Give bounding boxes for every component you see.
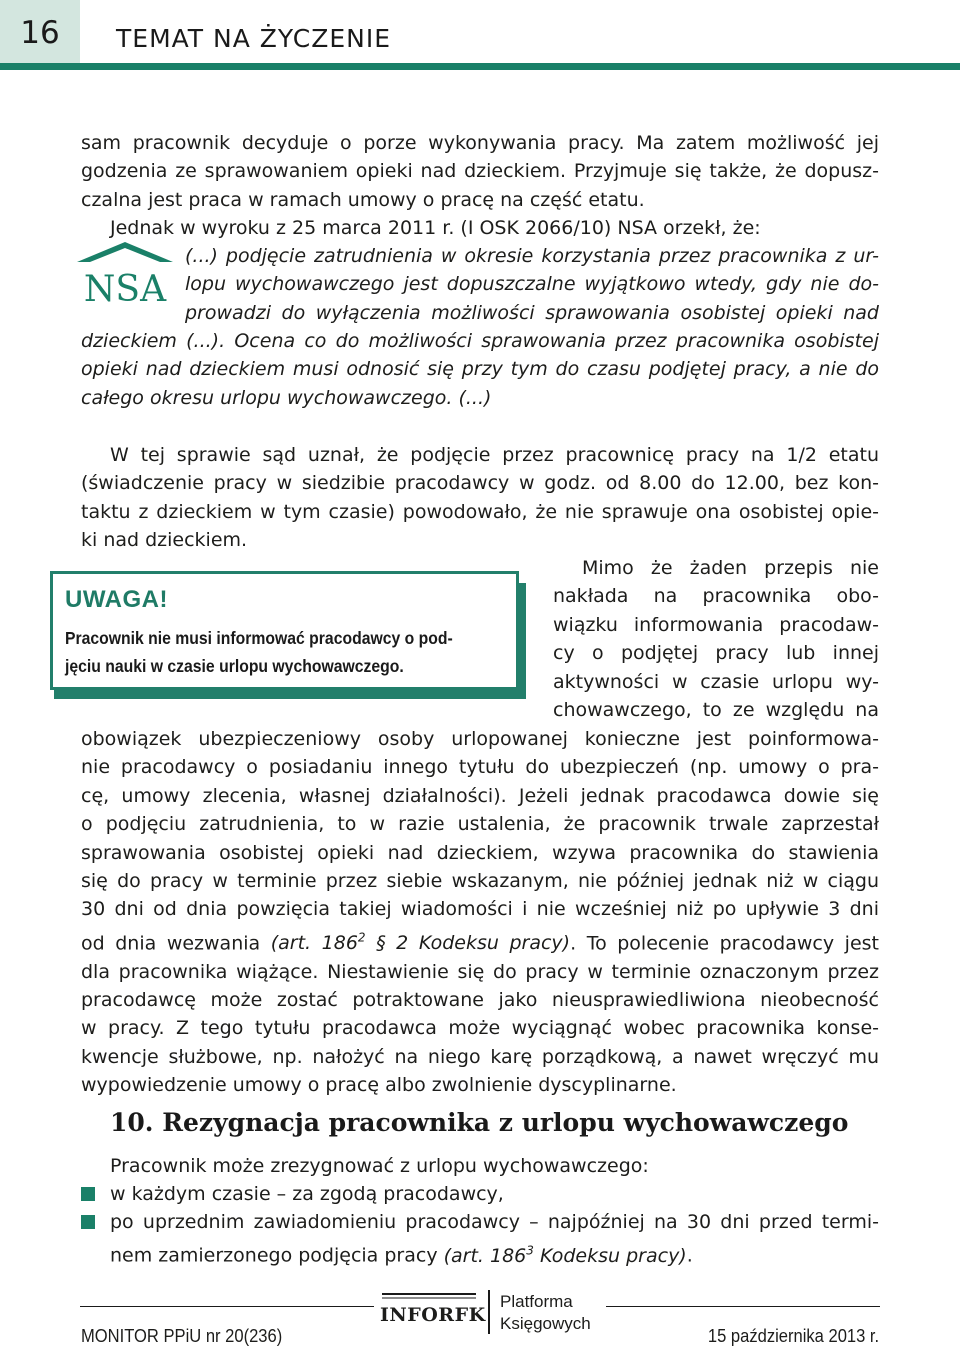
citation-text: (art. 186: [443, 1244, 527, 1267]
text-line: Mimo że żaden przepis nie: [582, 557, 879, 579]
section-heading: 10. Rezygnacja pracownika z urlopu wychowawczego: [110, 1108, 849, 1137]
text-line: wiązku informowania pracodaw-: [553, 613, 879, 636]
bullet-marker: [81, 1187, 95, 1201]
text-line: [81, 924, 879, 958]
text-line: wypowiedzenie umowy o pracę albo zwolnienie dyscyplinarne.: [81, 1074, 677, 1097]
footer-rule-right: [606, 1306, 880, 1307]
text-line: cę, umowy zlecenia, własnej działalności). Jeżeli jednak pracodawca dowie się: [81, 784, 879, 807]
text-line: dzieckiem (...). Ocena co do możliwości sprawowania przez pracownika osobistej: [81, 330, 879, 352]
paragraph-4-full: [81, 725, 879, 1100]
text-line: czalna jest praca w ramach umowy o pracę na część etatu.: [81, 188, 645, 211]
footer-rule-left: [80, 1306, 374, 1307]
section-title: TEMAT NA ŻYCZENIE: [116, 24, 392, 53]
bullet-marker: [81, 1215, 95, 1229]
logo-separator: [488, 1290, 490, 1334]
logo-line: Księgowych: [500, 1314, 591, 1333]
logo-line: Platforma: [500, 1292, 573, 1311]
nsa-logo-text: NSA: [83, 269, 167, 304]
page-header: [0, 0, 960, 70]
citation-sup: 3: [526, 1243, 534, 1258]
text-line: [110, 1236, 879, 1270]
text-span: .: [686, 1244, 693, 1267]
callout-text: [65, 624, 506, 680]
paragraph-2: [110, 214, 879, 242]
paragraph-1: [81, 129, 879, 214]
text-span: od dnia wezwania: [81, 932, 271, 955]
callout-title: UWAGA!: [65, 586, 168, 613]
citation-text: § 2 Kodeksu pracy): [365, 932, 571, 955]
text-line: Pracownik może zrezygnować z urlopu wychowawczego:: [110, 1155, 649, 1177]
platforma-logo: [500, 1291, 591, 1335]
bullet-item-1: [110, 1180, 879, 1208]
text-line: Jednak w wyroku z 25 marca 2011 r. (I OSK 2066/10) NSA orzekł, że:: [110, 217, 761, 239]
quote-indented: [185, 242, 879, 327]
text-line: godzenia ze sprawowaniem opieki nad dzieckiem. Przyjmuje się także, że dopusz-: [81, 160, 879, 183]
text-line: prowadzi do wyłączenia możliwości sprawowania osobistej opieki nad: [185, 301, 879, 324]
text-line: obowiązek ubezpieczeniowy osoby urlopowanej konieczne jest poinformowa-: [81, 728, 879, 750]
inforfk-logo: [380, 1294, 486, 1326]
text-line: pracodawcę może zostać potraktowane jako nieusprawiedliwiona nieobecność: [81, 988, 879, 1011]
quote-full: [81, 327, 879, 412]
inforfk-logo-text: INFORFK: [380, 1304, 486, 1326]
nsa-logo: [77, 242, 173, 304]
citation: [271, 932, 570, 954]
text-line: w pracy. Z tego tytułu pracodawca może wyciągnąć wobec pracownika konse-: [81, 1017, 879, 1040]
bullet-item-2: [110, 1208, 879, 1270]
citation-sup: 2: [357, 930, 366, 945]
publication-date: 15 października 2013 r.: [707, 1326, 879, 1346]
text-line: kwencje służbowe, np. nałożyć na niego karę porządkową, a nawet wręczyć mu: [81, 1045, 879, 1068]
text-line: po uprzednim zawiadomieniu pracodawcy – najpóźniej na 30 dni przed termi-: [110, 1211, 879, 1233]
callout-line: Pracownik nie musi informować pracodawcy o pod-: [65, 628, 453, 648]
text-line: ki nad dzieckiem.: [81, 529, 248, 552]
section-intro: [110, 1152, 879, 1180]
text-line: opieki nad dzieckiem musi odnosić się przy tym do czasu podjętej pracy, a nie do: [81, 358, 879, 381]
publication-name: MONITOR PPiU nr 20(236): [81, 1326, 283, 1346]
text-line: nie pracodawcy o posiadaniu innego tytułu do ubezpieczeń (np. umowy o pra-: [81, 756, 879, 779]
paragraph-3: [81, 441, 879, 555]
citation-text: Kodeksu pracy): [533, 1244, 687, 1267]
text-line: w każdym czasie – za zgodą pracodawcy,: [110, 1183, 504, 1205]
callout-box: [50, 571, 519, 690]
citation-text: (art. 186: [270, 932, 358, 955]
text-span: . To polecenie pracodawcy jest: [570, 932, 879, 955]
text-line: sam pracownik decyduje o porze wykonywania pracy. Ma zatem możliwość jej: [81, 132, 879, 154]
text-line: (...) podjęcie zatrudnienia w okresie korzystania przez pracownika z ur-: [185, 245, 879, 267]
text-line: cy o podjętej pracy lub innej: [553, 642, 879, 665]
text-line: chowawczego, to ze względu na: [553, 699, 879, 722]
page-number: 16: [0, 0, 80, 66]
text-line: W tej sprawie sąd uznał, że podjęcie przez pracownicę pracy na 1/2 etatu: [110, 444, 879, 466]
header-rule: [0, 63, 960, 70]
text-line: (świadczenie pracy w siedzibie pracodawcy w godz. od 8.00 do 12.00, bez kon-: [81, 472, 879, 495]
text-line: nakłada na pracownika obo-: [553, 585, 879, 608]
citation: [444, 1245, 687, 1267]
text-line: 30 dni od dnia powzięcia takiej wiadomości i nie wcześniej niż po upływie 3 dni: [81, 898, 879, 921]
callout-line: jęciu nauki w czasie urlopu wychowawczego.: [65, 656, 404, 676]
text-line: całego okresu urlopu wychowawczego. (...): [81, 386, 492, 409]
paragraph-4-narrow: [553, 554, 879, 724]
text-line: się do pracy w terminie przez siebie wskazanym, nie później jednak niż w ciągu: [81, 870, 879, 893]
text-line: o podjęciu zatrudnienia, to w razie ustalenia, że pracownik trwale zaprzestał: [81, 813, 879, 836]
text-line: dla pracownika wiążące. Niestawienie się do pracy w terminie oznaczonym przez: [81, 960, 879, 983]
text-line: lopu wychowawczego jest dopuszczalne wyjątkowo wtedy, gdy nie do-: [185, 273, 879, 296]
text-line: aktywności w czasie urlopu wy-: [553, 670, 879, 693]
text-line: taktu z dzieckiem w tym czasie) powodowało, że nie sprawuje ona osobistej opie-: [81, 500, 879, 523]
text-span: nem zamierzonego podjęcia pracy: [110, 1244, 444, 1267]
text-line: sprawowania osobistej opieki nad dzieckiem, wzywa pracownika do stawienia: [81, 841, 879, 864]
